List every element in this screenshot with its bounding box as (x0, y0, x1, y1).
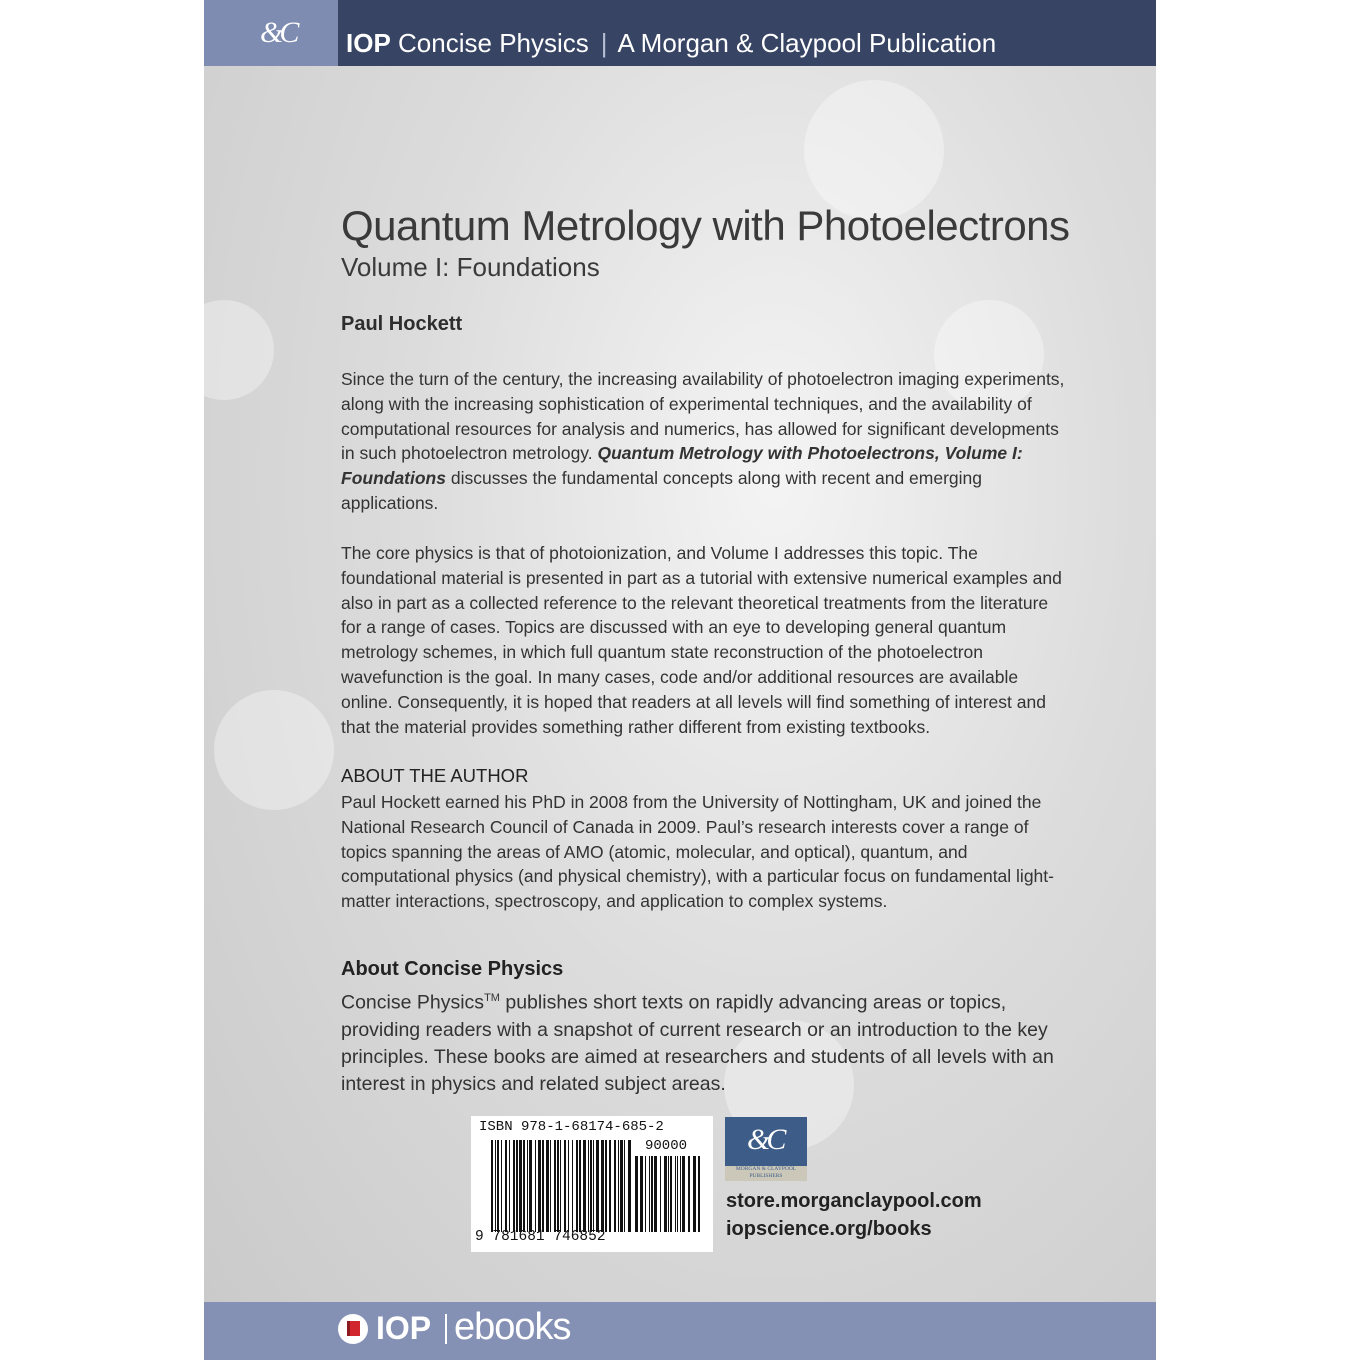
series-label: Concise Physics (398, 28, 589, 58)
barcode-bar (579, 1140, 581, 1232)
price-addon-code: 90000 (645, 1138, 688, 1154)
barcode-bar (523, 1140, 525, 1232)
footer-iop-label: IOP (376, 1310, 432, 1346)
barcode-bar (618, 1140, 619, 1232)
barcode-bar (576, 1140, 578, 1232)
barcode-bar (645, 1156, 646, 1232)
description-paragraph-2: The core physics is that of photoionization, and Volume I addresses this topic. The foundational material is presented in part as a tutorial with extensive numerical examples and also in part as a collected reference to the relevant theoretical treatments from the literature for a range of cases. Topics are discussed with an eye to developing general quantum metrology schemes, in which full quantum state reconstruction of the photoelectron wavefunction is the goal. In many cases, code and/or additional resources are available online. Consequently, it is hoped that readers at all levels will find something of interest and that the material provides something rather different from existing textbooks. (341, 543, 1062, 737)
book-subtitle: Volume I: Foundations (341, 252, 600, 282)
barcode-bar (670, 1156, 672, 1232)
isbn-barcode (471, 1116, 713, 1252)
barcode-bar (572, 1140, 573, 1232)
about-series-heading: About Concise Physics (341, 958, 564, 980)
barcode-bar (664, 1156, 667, 1232)
isbn-number: ISBN 978-1-68174-685-2 (479, 1119, 664, 1135)
barcode-bar (654, 1156, 657, 1232)
barcode-bar (519, 1140, 522, 1232)
barcode-bar (635, 1156, 638, 1232)
barcode-bar (640, 1156, 643, 1232)
barcode-bar (505, 1140, 507, 1232)
barcode-bar (529, 1140, 532, 1232)
book-icon (338, 1314, 368, 1344)
banner-divider: | (600, 28, 608, 58)
book-title: Quantum Metrology with Photoelectrons (341, 202, 1070, 249)
barcode-bars (491, 1140, 633, 1232)
barcode-bar (513, 1140, 515, 1232)
barcode-bar (557, 1140, 559, 1232)
barcode-bar (668, 1156, 669, 1232)
about-author-text: Paul Hockett earned his PhD in 2008 from the University of Nottingham, UK and joined the National Research Council of Canada in 2009. Paul’s research interests cover a range of topics spanning the areas of AMO (atomic, molecular, and optical), quantum, and computational physics (and physical chemistry), with a particular focus on fundamental light-matter interactions, spectroscopy, and application to complex systems. (341, 792, 1054, 912)
barcode-bar (693, 1156, 696, 1232)
barcode-digits: 9 781681 746852 (475, 1229, 606, 1245)
barcode-bar (628, 1140, 631, 1232)
description-emphasis: Quantum Metrology with Photoelectrons, Volume I: Foundations (341, 443, 1023, 489)
barcode-bar (546, 1140, 549, 1232)
barcode-bar (516, 1140, 518, 1232)
publication-label: A Morgan & Claypool Publication (617, 28, 997, 58)
barcode-bar (682, 1156, 685, 1232)
barcode-bar (698, 1156, 700, 1232)
publisher-logo (725, 1117, 807, 1181)
publisher-logo-band: MORGAN & CLAYPOOL PUBLISHERS (725, 1166, 807, 1181)
about-author-heading: ABOUT THE AUTHOR (341, 765, 529, 786)
series-description: publishes short texts on rapidly advancing areas or topics, providing readers with a snapshot of current research or an introduction to the key principles. These books are aimed at researchers and students of all levels with an interest in physics and related subject areas. (341, 991, 1054, 1096)
footer-bar (204, 1302, 1156, 1360)
barcode-bar (538, 1140, 541, 1232)
description-text: discusses the fundamental concepts along with recent and emerging applications. (341, 468, 982, 513)
barcode-bar (583, 1140, 586, 1232)
header-bar (204, 0, 1156, 66)
barcode-bar (660, 1156, 661, 1232)
store-link[interactable]: store.morganclaypool.com (726, 1190, 982, 1212)
series-banner (346, 28, 996, 59)
barcode-bar (491, 1140, 493, 1232)
barcode-bar (609, 1140, 611, 1232)
barcode-bar (620, 1140, 623, 1232)
description-paragraph-1 (341, 367, 1069, 516)
series-brand: Concise Physics (341, 991, 485, 1014)
footer-divider (445, 1314, 447, 1344)
barcode-bar (590, 1140, 592, 1232)
trademark-mark: TM (484, 992, 500, 1004)
barcode-bar (593, 1140, 594, 1232)
barcode-bar (568, 1140, 569, 1232)
footer-ebooks-label: ebooks (454, 1306, 571, 1348)
description-text: Since the turn of the century, the increasing availability of photoelectron imaging experiments, along with the increasing sophistication of experimental techniques, and the availability of computational resources for analysis and numerics, has allowed for significant developments in such photoelectron metrology. (341, 369, 1065, 464)
iopscience-link[interactable]: iopscience.org/books (726, 1218, 932, 1240)
barcode-bar (509, 1140, 510, 1232)
barcode-bar (542, 1140, 544, 1232)
iop-label: IOP (346, 28, 391, 58)
barcode-bar (497, 1140, 499, 1232)
barcode-bar (651, 1156, 653, 1232)
book-author: Paul Hockett (341, 313, 463, 335)
barcode-bar (680, 1156, 681, 1232)
barcode-bar (501, 1140, 502, 1232)
barcode-bar (495, 1140, 496, 1232)
barcode-bar (527, 1140, 528, 1232)
bokeh-decoration (204, 300, 274, 400)
barcode-bar (588, 1140, 589, 1232)
bokeh-decoration (214, 690, 334, 810)
barcode-bar (596, 1140, 599, 1232)
barcode-bar (535, 1140, 536, 1232)
barcode-bar (649, 1156, 650, 1232)
barcode-bar (601, 1140, 604, 1232)
morgan-claypool-logo (204, 0, 338, 66)
barcode-bar (605, 1140, 607, 1232)
mc-logo-mark: &C (260, 16, 296, 49)
bokeh-decoration (804, 80, 944, 220)
barcode-bar (554, 1140, 556, 1232)
publisher-logo-mark: &C (747, 1123, 783, 1156)
barcode-bar (688, 1156, 690, 1232)
book-back-cover (204, 0, 1156, 1360)
barcode-bar (675, 1156, 676, 1232)
about-series-text (341, 985, 1071, 1099)
barcode-bar (560, 1140, 561, 1232)
barcode-bar (550, 1140, 551, 1232)
barcode-bar (614, 1140, 616, 1232)
barcode-bar (564, 1140, 566, 1232)
barcode-bar (624, 1140, 625, 1232)
barcode-bar (677, 1156, 678, 1232)
addon-barcode-bars (635, 1156, 701, 1232)
